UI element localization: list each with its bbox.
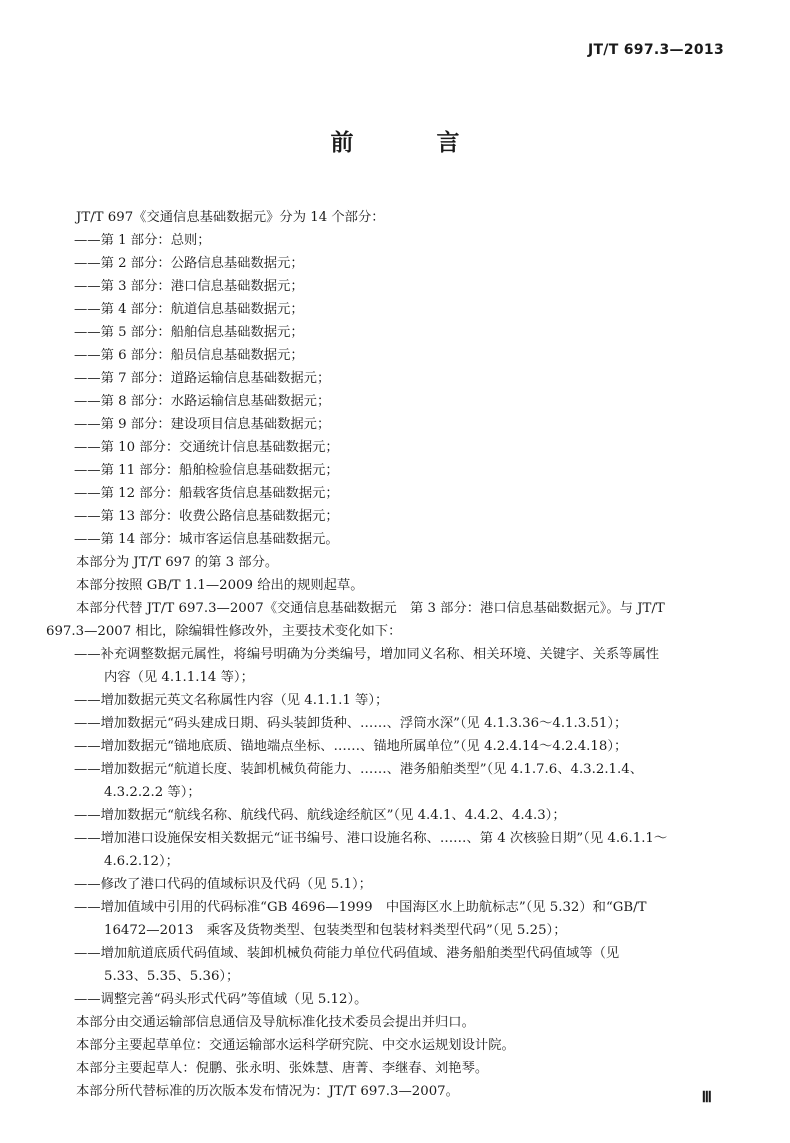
standard-number: JT/T 697.3—2013	[587, 42, 724, 58]
page-number: Ⅲ	[701, 1090, 712, 1106]
change-list-item: ——增加数据元“航道长度、装卸机械负荷能力、……、港务船舶类型”（见 4.1.7.6、4.3.2.1.4、	[74, 762, 643, 777]
part-list-item: ——第 8 部分：水路运输信息基础数据元；	[74, 394, 331, 409]
part-list-item: ——第 9 部分：建设项目信息基础数据元；	[74, 417, 331, 432]
paragraph-continuation: 697.3—2007 相比，除编辑性修改外，主要技术变化如下：	[46, 624, 402, 639]
part-list-item: ——第 7 部分：道路运输信息基础数据元；	[74, 371, 331, 386]
paragraph: 本部分所代替标准的历次版本发布情况为：JT/T 697.3—2007。	[76, 1084, 459, 1099]
part-list-item: ——第 1 部分：总则；	[74, 233, 211, 248]
part-list-item: ——第 11 部分：船舶检验信息基础数据元；	[74, 463, 339, 478]
part-list-item: ——第 5 部分：船舶信息基础数据元；	[74, 325, 304, 340]
change-list-item: ——修改了港口代码的值域标识及代码（见 5.1）；	[74, 877, 372, 892]
part-list-item: ——第 3 部分：港口信息基础数据元；	[74, 279, 304, 294]
change-list-item: ——增加值域中引用的代码标准“GB 4696—1999 中国海区水上助航标志”（见 5.32）和“GB/T	[74, 900, 647, 915]
paragraph: 本部分代替 JT/T 697.3—2007《交通信息基础数据元 第 3 部分：港口信息基础数据元》。与 JT/T	[76, 601, 665, 616]
paragraph: 本部分主要起草单位：交通运输部水运科学研究院、中交水运规划设计院。	[76, 1038, 515, 1053]
paragraph: 本部分由交通运输部信息通信及导航标准化技术委员会提出并归口。	[76, 1015, 475, 1030]
change-list-item: ——增加数据元“码头建成日期、码头装卸货种、……、浮筒水深”（见 4.1.3.36～4.1.3.51）；	[74, 716, 628, 731]
part-list-item: ——第 10 部分：交通统计信息基础数据元；	[74, 440, 339, 455]
change-list-item-continuation: 5.33、5.35、5.36）；	[104, 969, 240, 984]
foreword-body	[46, 206, 726, 1103]
change-list-item: ——增加航道底质代码值域、装卸机械负荷能力单位代码值域、港务船舶类型代码值域等（见	[74, 946, 620, 961]
intro-line: JT/T 697《交通信息基础数据元》分为 14 个部分：	[76, 210, 385, 225]
change-list-item-continuation: 4.6.2.12）；	[104, 854, 179, 869]
change-list-item: ——增加数据元“锚地底质、锚地端点坐标、……、锚地所属单位”（见 4.2.4.14～4.2.4.18）；	[74, 739, 628, 754]
paragraph: 本部分为 JT/T 697 的第 3 部分。	[76, 555, 279, 570]
change-list-item-continuation: 16472—2013 乘客及货物类型、包装类型和包装材料类型代码”（见 5.25）；	[104, 923, 567, 938]
change-list-item-continuation: 4.3.2.2.2 等）；	[104, 785, 201, 800]
change-list-item-continuation: 内容（见 4.1.1.14 等）；	[104, 670, 254, 685]
part-list-item: ——第 12 部分：船载客货信息基础数据元；	[74, 486, 339, 501]
part-list-item: ——第 14 部分：城市客运信息基础数据元。	[74, 532, 339, 547]
change-list-item: ——补充调整数据元属性，将编号明确为分类编号，增加同义名称、相关环境、关键字、关系等属性	[74, 647, 660, 662]
paragraph: 本部分按照 GB/T 1.1—2009 给出的规则起草。	[76, 578, 364, 593]
part-list-item: ——第 13 部分：收费公路信息基础数据元；	[74, 509, 339, 524]
part-list-item: ——第 6 部分：船员信息基础数据元；	[74, 348, 304, 363]
change-list-item: ——调整完善“码头形式代码”等值域（见 5.12）。	[74, 992, 368, 1007]
change-list-item: ——增加数据元“航线名称、航线代码、航线途经航区”（见 4.4.1、4.4.2、4.4.3）；	[74, 808, 566, 823]
paragraph: 本部分主要起草人：倪鹏、张永明、张姝慧、唐菁、李继春、刘艳琴。	[76, 1061, 489, 1076]
change-list-item: ——增加数据元英文名称属性内容（见 4.1.1.1 等）；	[74, 693, 389, 708]
page-title: 前 言	[330, 130, 490, 156]
change-list-item: ——增加港口设施保安相关数据元“证书编号、港口设施名称、……、第 4 次核验日期”（见 4.6.1.1～	[74, 831, 668, 846]
part-list-item: ——第 2 部分：公路信息基础数据元；	[74, 256, 304, 271]
part-list-item: ——第 4 部分：航道信息基础数据元；	[74, 302, 304, 317]
